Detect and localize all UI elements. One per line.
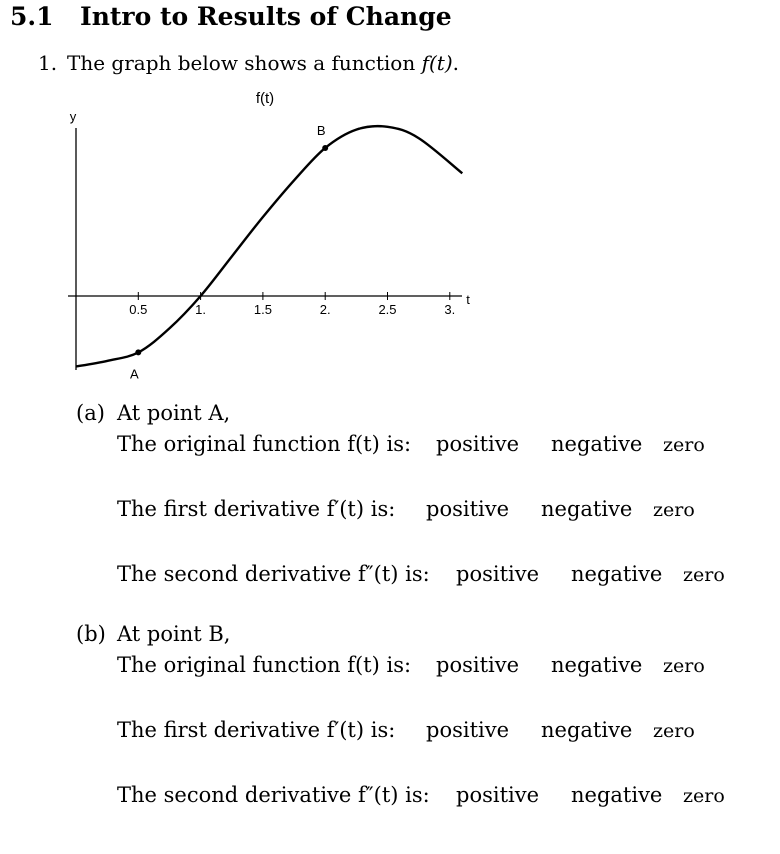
option-zero[interactable]: zero — [663, 434, 705, 456]
x-tick-label: 1.5 — [253, 302, 272, 317]
question-text-prefix: The graph below shows a function — [67, 51, 422, 75]
second-derivative-label: The second derivative f″(t) is: — [117, 562, 430, 586]
option-positive[interactable]: positive — [456, 783, 540, 807]
option-negative[interactable]: negative — [551, 653, 643, 677]
x-tick-label: 3. — [444, 302, 456, 317]
question-number: 1. — [38, 51, 58, 75]
x-tick-label: 2. — [319, 302, 331, 317]
option-positive[interactable]: positive — [426, 497, 510, 521]
question-function: f(t) — [421, 51, 453, 75]
x-tick-label: 2.5 — [378, 302, 397, 317]
point-a-label: A — [129, 366, 139, 382]
option-zero[interactable]: zero — [653, 499, 695, 521]
option-zero[interactable]: zero — [653, 720, 695, 742]
first-derivative-label: The first derivative f′(t) is: — [117, 718, 396, 742]
x-tick-label: 1. — [195, 302, 207, 317]
original-function-label: The original function f(t) is: — [117, 653, 412, 677]
first-derivative-label: The first derivative f′(t) is: — [117, 497, 396, 521]
y-axis-label: y — [69, 109, 77, 124]
part-heading: At point B, — [117, 622, 231, 646]
question-text-suffix: . — [452, 51, 459, 75]
labeled-points — [130, 123, 328, 381]
option-zero[interactable]: zero — [683, 785, 725, 807]
option-zero[interactable]: zero — [663, 655, 705, 677]
section-title: Intro to Results of Change — [80, 2, 452, 31]
original-function-label: The original function f(t) is: — [117, 432, 412, 456]
option-positive[interactable]: positive — [426, 718, 510, 742]
option-negative[interactable]: negative — [571, 562, 663, 586]
second-derivative-label: The second derivative f″(t) is: — [117, 783, 430, 807]
point-a-marker — [135, 349, 141, 355]
option-negative[interactable]: negative — [551, 432, 643, 456]
option-positive[interactable]: positive — [436, 432, 520, 456]
option-positive[interactable]: positive — [436, 653, 520, 677]
option-negative[interactable]: negative — [541, 497, 633, 521]
part-heading: At point A, — [117, 401, 231, 425]
point-b-marker — [322, 145, 328, 151]
function-curve — [76, 126, 462, 366]
x-tick-label: 0.5 — [129, 302, 148, 317]
option-positive[interactable]: positive — [456, 562, 540, 586]
option-negative[interactable]: negative — [541, 718, 633, 742]
part-label: (a) — [76, 401, 105, 425]
x-axis-label: t — [466, 292, 470, 307]
point-b-label: B — [316, 122, 326, 138]
option-negative[interactable]: negative — [571, 783, 663, 807]
option-zero[interactable]: zero — [683, 564, 725, 586]
part-label: (b) — [76, 622, 106, 646]
chart-title: f(t) — [255, 90, 275, 107]
function-graph — [0, 0, 780, 400]
section-number: 5.1 — [10, 2, 54, 31]
